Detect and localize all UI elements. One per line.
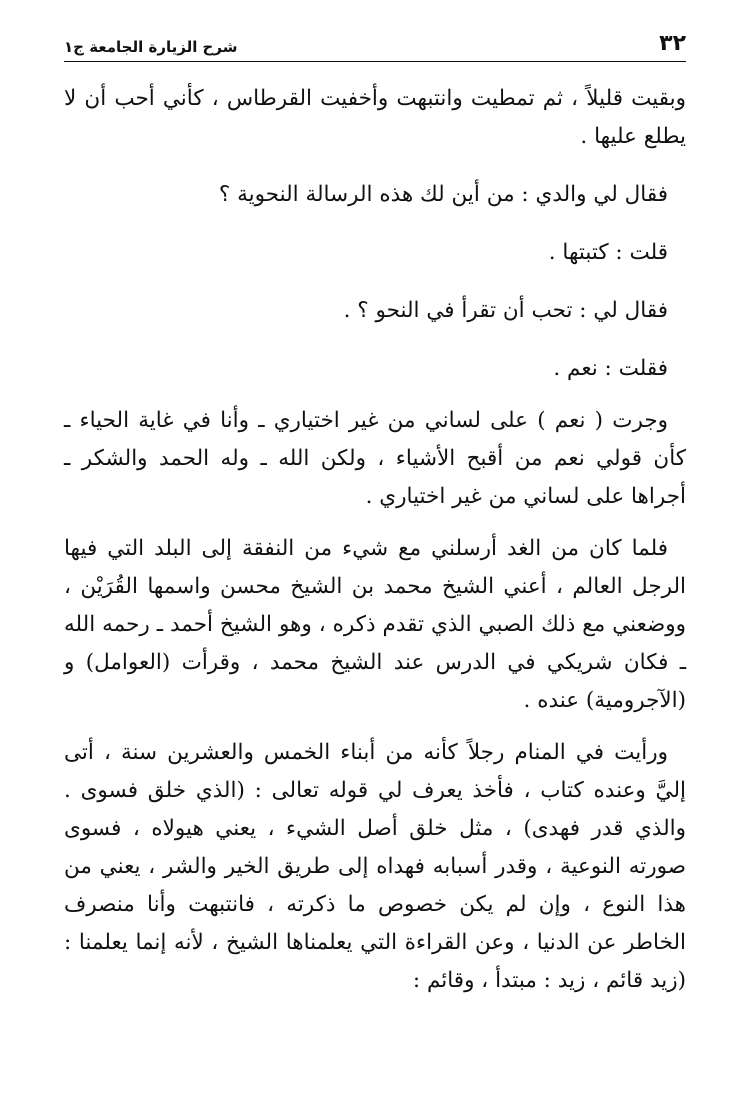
paragraph: وجرت ( نعم ) على لساني من غير اختياري ـ وأنا في غاية الحياء ـ كأن قولي نعم من أقبح الأشياء ، ولكن الله ـ وله الحمد والشكر ـ أجراها على لساني من غير اختياري . [64,408,686,509]
running-title: شرح الزيارة الجامعة ج١ [64,38,238,56]
page-number: ٣٢ [659,31,686,56]
paragraph: ورأيت في المنام رجلاً كأنه من أبناء الخمس والعشرين سنة ، أتى إليَّ وعنده كتاب ، فأخذ يعرف لي قوله تعالى : (الذي خلق فسوى . والذي قدر فهدى) ، مثل خلق أصل الشيء ، يعني هيولاه ، فسوى صورته النوعية ، وقدر أسبابه فهداه إلى طريق الخير والشر ، يعني من هذا النوع ، وإن لم يكن خصوص ما ذكرته ، فانتبهت وأنا منصرف الخاطر عن الدنيا ، وعن القراءة التي يعلمناها الشيخ ، لأنه إنما يعلمنا : (زيد قائم ، زيد : مبتدأ ، وقائم : [64,740,686,993]
running-head [64,28,686,62]
paragraph: فقلت : نعم . [553,356,668,381]
paragraph: وبقيت قليلاً ، ثم تمطيت وانتبهت وأخفيت القرطاس ، كأني أحب أن لا يطلع عليها . [64,86,686,149]
paragraph: فقال لي والدي : من أين لك هذه الرسالة النحوية ؟ [218,182,668,207]
paragraph: فقال لي : تحب أن تقرأ في النحو ؟ . [343,298,668,323]
book-page [64,28,686,1088]
paragraph: قلت : كتبتها . [548,240,668,265]
paragraph: فلما كان من الغد أرسلني مع شيء من النفقة إلى البلد التي فيها الرجل العالم ، أعني الشيخ محمد بن الشيخ محسن واسمها القُرَيْن ، ووضعني مع ذلك الصبي الذي تقدم ذكره ، وهو الشيخ أحمد ـ رحمه الله ـ فكان شريكي في الدرس عند الشيخ محمد ، وقرأت (العوامل) و (الآجرومية) عنده . [64,536,686,713]
body-text [64,80,686,1000]
